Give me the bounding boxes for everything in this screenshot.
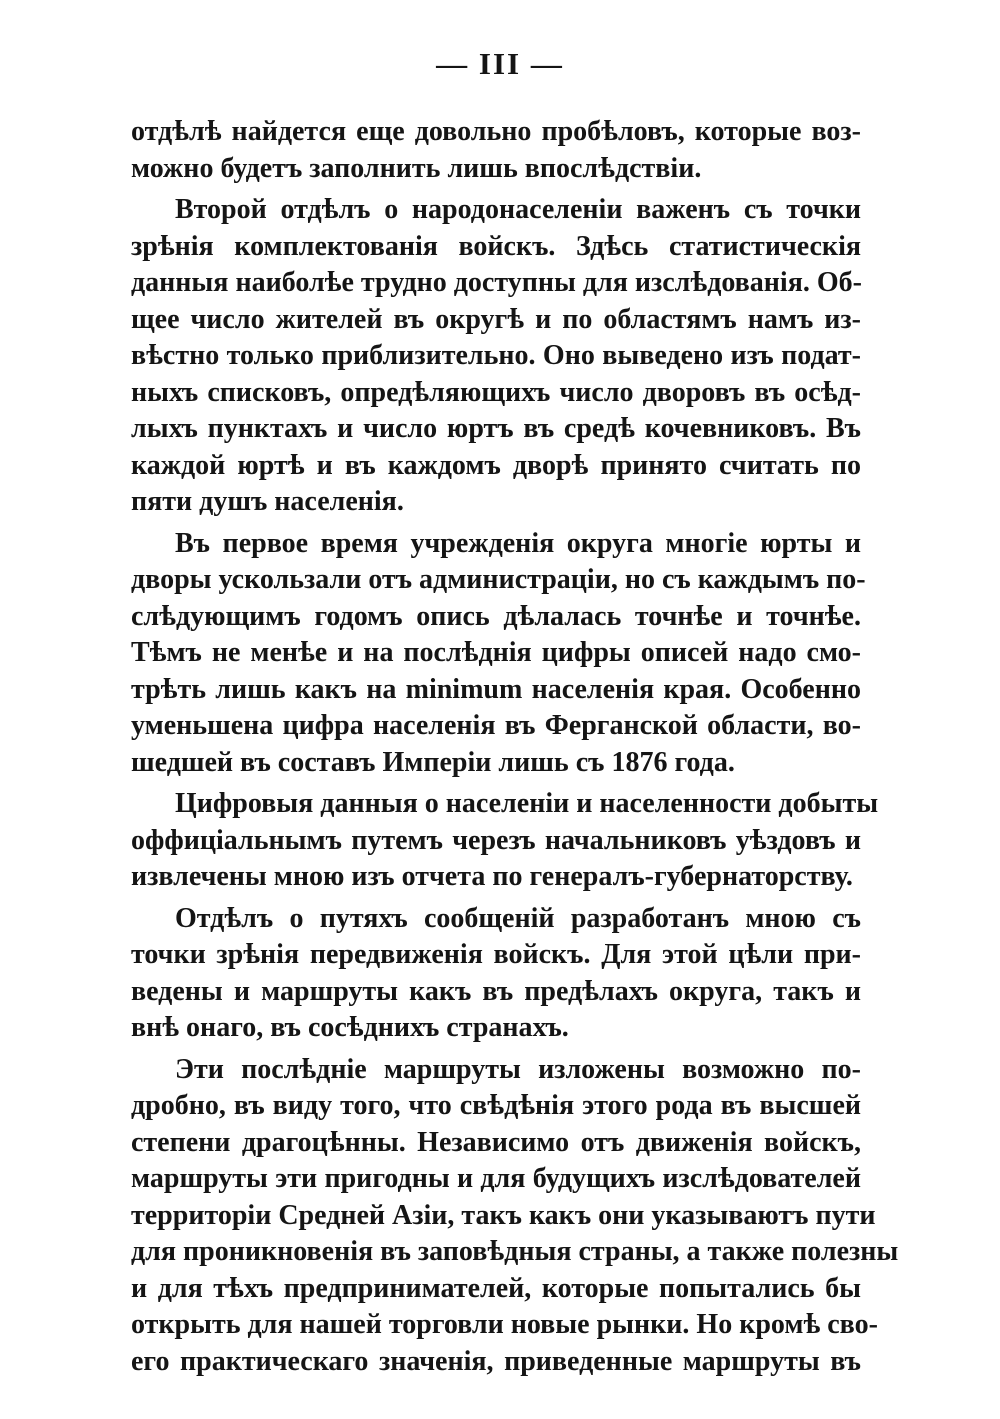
- text-line: его практическаго значенія, приведенные маршруты въ: [131, 1345, 861, 1377]
- text-line: маршруты эти пригодны и для будущихъ изслѣдователей: [131, 1163, 861, 1194]
- text-line: оффиціальнымъ путемъ черезъ начальниковъ уѣздовъ и: [131, 824, 861, 856]
- text-line: внѣ онаго, въ сосѣднихъ странахъ.: [131, 1012, 569, 1043]
- text-line: Эти послѣдніе маршруты изложены возможно по-: [175, 1053, 861, 1085]
- text-line: Цифровыя данныя о населеніи и населенности добыты: [175, 788, 879, 819]
- text-line: Второй отдѣлъ о народонаселеніи важенъ съ точки: [175, 194, 861, 225]
- text-line: и для тѣхъ предпринимателей, которые попытались бы: [131, 1272, 861, 1304]
- text-line: отдѣлѣ найдется еще довольно пробѣловъ, которые воз-: [131, 116, 861, 147]
- paragraph-6: [131, 1052, 899, 1381]
- text-line: щее число жителей въ округѣ и по областямъ намъ из-: [131, 303, 861, 335]
- text-line: лыхъ пунктахъ и число юртъ въ средѣ кочевниковъ. Въ: [131, 413, 861, 444]
- text-line: можно будетъ заполнить лишь впослѣдствіи.: [131, 152, 702, 184]
- text-line: Тѣмъ не менѣе и на послѣднія цифры описей надо смо-: [131, 637, 861, 668]
- text-line: зрѣнія комплектованія войскъ. Здѣсь статистическія: [131, 230, 861, 262]
- text-line: ведены и маршруты какъ въ предѣлахъ округа, такъ и: [131, 975, 861, 1007]
- text-line: каждой юртѣ и въ каждомъ дворѣ принято считать по: [131, 449, 861, 481]
- text-line: открыть для нашей торговли новые рынки. Но кромѣ сво-: [131, 1309, 878, 1340]
- text-line: шедшей въ составъ Имперіи лишь съ 1876 года.: [131, 746, 735, 778]
- body-text: [131, 114, 899, 1380]
- text-line: Въ первое время учрежденія округа многіе юрты и: [175, 527, 861, 559]
- text-line: точки зрѣнія передвиженія войскъ. Для этой цѣли при-: [131, 939, 861, 970]
- text-line: слѣдующимъ годомъ опись дѣлалась точнѣе и точнѣе.: [131, 600, 861, 632]
- text-line: для проникновенія въ заповѣдныя страны, а также полезны: [131, 1236, 899, 1267]
- text-line: пяти душъ населенія.: [131, 486, 404, 517]
- text-line: ныхъ списковъ, опредѣляющихъ число дворовъ въ осѣд-: [131, 376, 861, 408]
- text-line: территоріи Средней Азіи, такъ какъ они указываютъ пути: [131, 1199, 876, 1231]
- page-number: — III —: [436, 46, 564, 81]
- text-line: степени драгоцѣнны. Независимо отъ движенія войскъ,: [131, 1126, 861, 1158]
- text-line: трѣть лишь какъ на minimum населенія края. Особенно: [131, 673, 861, 705]
- paragraph-2: [131, 192, 861, 521]
- paragraph-4: [131, 786, 879, 896]
- text-line: данныя наиболѣе трудно доступны для изслѣдованія. Об-: [131, 267, 862, 298]
- paragraph-5: [131, 901, 861, 1047]
- text-line: дробно, въ виду того, что свѣдѣнія этого рода въ высшей: [131, 1090, 861, 1121]
- text-line: извлечены мною изъ отчета по генералъ-губернаторству.: [131, 861, 853, 892]
- text-line: вѣстно только приблизительно. Оно выведено изъ подат-: [131, 340, 861, 371]
- paragraph-3: [131, 526, 866, 782]
- paragraph-1: [131, 114, 861, 187]
- text-line: дворы ускользали отъ администраціи, но съ каждымъ по-: [131, 564, 866, 595]
- text-line: уменьшена цифра населенія въ Ферганской области, во-: [131, 710, 861, 741]
- text-line: Отдѣлъ о путяхъ сообщеній разработанъ мною съ: [175, 902, 861, 934]
